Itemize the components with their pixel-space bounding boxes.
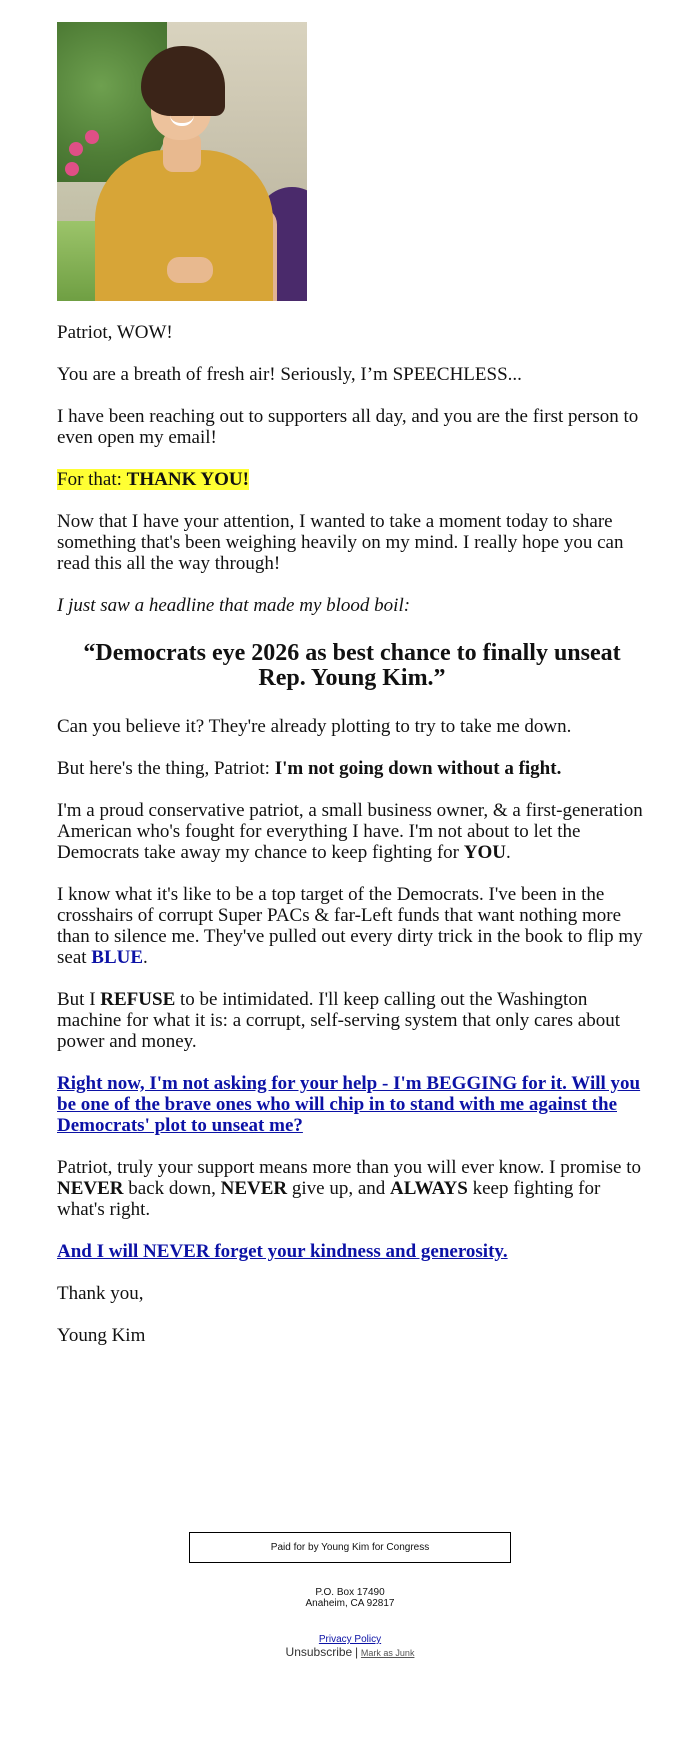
- mark-as-junk-link[interactable]: Mark as Junk: [360, 1648, 415, 1658]
- cta-paragraph-begging: [57, 1073, 647, 1136]
- unsubscribe-link[interactable]: Unsubscribe: [285, 1645, 353, 1659]
- paragraph-reaching-out: I have been reaching out to supporters all day, and you are the first person to even open my email!: [57, 406, 639, 448]
- email-footer: [0, 1532, 700, 1660]
- header-photo: [57, 22, 307, 301]
- paragraph-headline-intro: I just saw a headline that made my blood boil:: [57, 595, 411, 616]
- paragraph-support: Patriot, truly your support means more than you will ever know. I promise to NEVER back down, NEVER give up, and ALWAYS keep fighting for what's right.: [57, 1157, 641, 1220]
- signature: Young Kim: [57, 1325, 146, 1346]
- paragraph-believe: Can you believe it? They're already plotting to try to take me down.: [57, 716, 572, 737]
- thank-you-line: For that: THANK YOU!: [57, 469, 249, 490]
- paragraph-refuse: But I REFUSE to be intimidated. I'll keep calling out the Washington machine for what it is: a corrupt, self-serving system that only cares about power and money.: [57, 989, 620, 1052]
- mailing-address: [0, 1587, 700, 1609]
- address-line-2: Anaheim, CA 92817: [305, 1598, 395, 1609]
- paid-for-disclaimer: Paid for by Young Kim for Congress: [189, 1532, 511, 1563]
- cta-link-begging[interactable]: Right now, I'm not asking for your help - I'm BEGGING for it. Will you be one of the brave ones who will chip in to stand with me against the Democrats' plot to unseat me?: [57, 1073, 641, 1136]
- email-body: [57, 22, 647, 1346]
- link-separator: |: [355, 1645, 359, 1659]
- paragraph-target: I know what it's like to be a top target of the Democrats. I've been in the crosshairs of corrupt Super PACs & far-Left funds that want nothing more than to silence me. They've pulled out every dirty trick in the book to flip my seat BLUE.: [57, 884, 643, 968]
- paragraph-attention: Now that I have your attention, I wanted to take a moment today to share something that's been weighing heavily on my mind. I really hope you can read this all the way through!: [57, 511, 624, 574]
- paragraph-breath: You are a breath of fresh air! Seriously, I’m SPEECHLESS...: [57, 364, 522, 385]
- footer-links: [0, 1633, 700, 1660]
- greeting: Patriot, WOW!: [57, 322, 173, 343]
- address-line-1: P.O. Box 17490: [315, 1587, 385, 1598]
- paragraph-proud: I'm a proud conservative patriot, a small business owner, & a first-generation American who's fought for everything I have. I'm not about to let the Democrats take away my chance to keep fighting for YOU.: [57, 800, 643, 863]
- signoff: Thank you,: [57, 1283, 144, 1304]
- cta-paragraph-kindness: [57, 1241, 647, 1262]
- quoted-headline: “Democrats eye 2026 as best chance to finally unseat Rep. Young Kim.”: [83, 640, 621, 691]
- paragraph-fight: But here's the thing, Patriot: I'm not going down without a fight.: [57, 758, 562, 779]
- cta-link-kindness[interactable]: And I will NEVER forget your kindness and generosity.: [57, 1241, 508, 1262]
- privacy-policy-link[interactable]: Privacy Policy: [318, 1634, 382, 1645]
